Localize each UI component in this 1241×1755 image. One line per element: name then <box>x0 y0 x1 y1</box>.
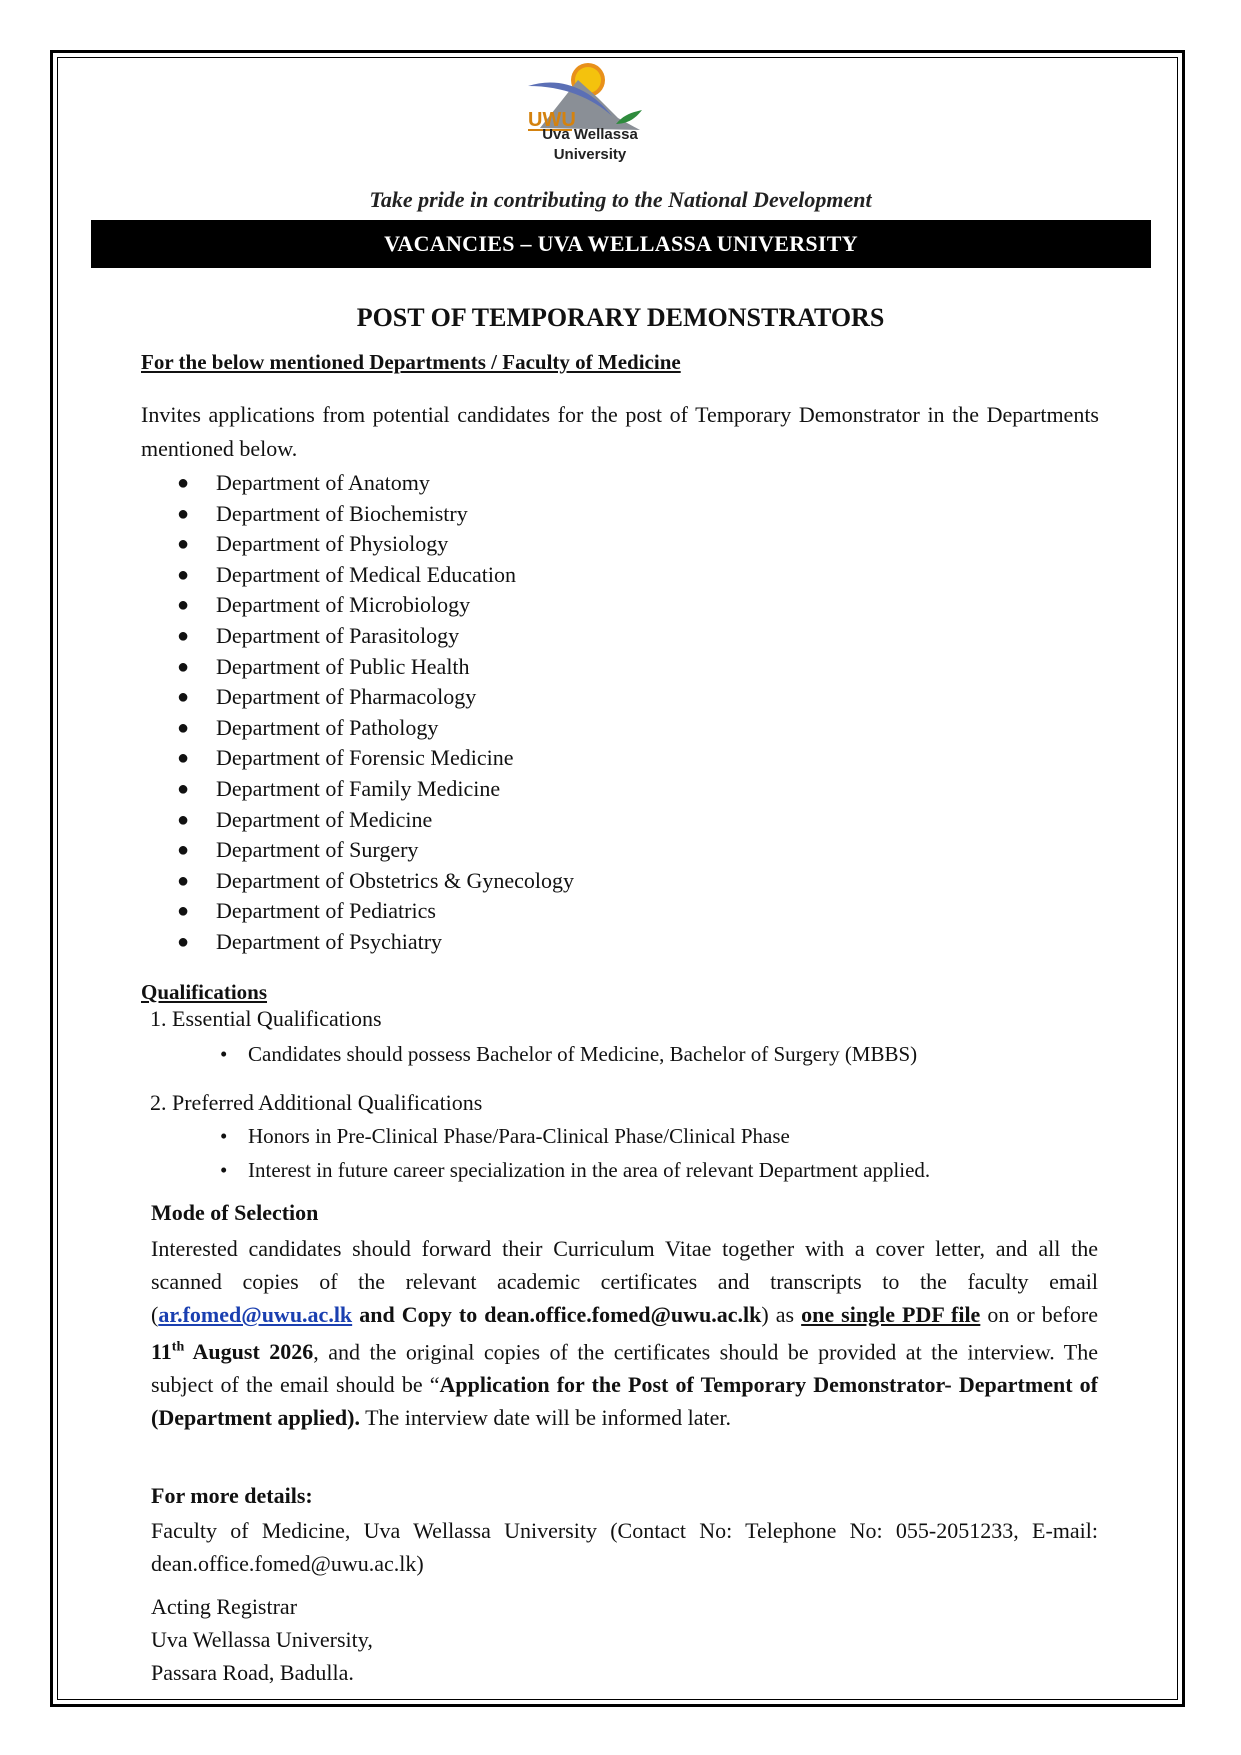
university-logo <box>520 58 660 183</box>
preferred-item: • Honors in Pre-Clinical Phase/Para-Clinical Phase/Clinical Phase <box>220 1124 790 1148</box>
bullet-icon: ● <box>177 808 190 831</box>
list-item: ● Department of Parasitology <box>177 621 574 652</box>
list-item: ● Department of Pediatrics <box>177 896 574 927</box>
preferred-qualifications-label: 2. Preferred Additional Qualifications <box>150 1090 483 1115</box>
logo-abbr: UWU <box>528 109 576 131</box>
list-item: ● Department of Public Health <box>177 652 574 683</box>
list-item: ● Department of Surgery <box>177 835 574 866</box>
more-details-text: Faculty of Medicine, Uva Wellassa University (Contact No: Telephone No: 055-2051233, E-mail: dean.office.fomed@uwu.ac.lk) <box>151 1518 1098 1576</box>
bullet-icon: • <box>220 1042 228 1066</box>
bullet-icon: ● <box>177 472 190 494</box>
signoff-institution: Uva Wellassa University, <box>151 1627 373 1652</box>
bullet-icon: ● <box>177 624 190 647</box>
email-subject: Application for the Post of Temporary Demonstrator- Department of (Department applied). <box>151 1372 1099 1431</box>
bullet-icon: ● <box>177 869 190 892</box>
bullet-icon: ● <box>177 502 190 525</box>
list-item: ● Department of Psychiatry <box>177 927 574 958</box>
signoff-address: Passara Road, Badulla. <box>151 1660 354 1685</box>
more-details-heading: For more details: <box>151 1483 313 1508</box>
bullet-icon: ● <box>177 900 190 923</box>
list-item: ● Department of Medical Education <box>177 560 574 591</box>
bullet-icon: ● <box>177 839 190 862</box>
bullet-icon: • <box>220 1158 228 1182</box>
list-item: ● Department of Obstetrics & Gynecology <box>177 866 574 897</box>
list-item: ● Department of Biochemistry <box>177 499 574 530</box>
list-item: ● Department of Anatomy <box>177 468 574 499</box>
bullet-icon: ● <box>177 930 190 953</box>
logo-name-line2: University <box>553 146 627 163</box>
bullet-icon: ● <box>177 533 190 556</box>
bullet-icon: ● <box>177 686 190 709</box>
faculty-email-link[interactable]: ar.fomed@uwu.ac.lk <box>158 1302 353 1327</box>
signoff-title: Acting Registrar <box>151 1594 298 1619</box>
list-item: ● Department of Family Medicine <box>177 774 574 805</box>
department-list <box>177 468 574 958</box>
bullet-icon: • <box>220 1124 228 1148</box>
bullet-icon: ● <box>177 777 190 800</box>
essential-item: • Candidates should possess Bachelor of Medicine, Bachelor of Surgery (MBBS) <box>220 1042 918 1066</box>
tagline: Take pride in contributing to the National Development <box>369 187 872 212</box>
list-item: ● Department of Forensic Medicine <box>177 743 574 774</box>
list-item: ● Department of Microbiology <box>177 590 574 621</box>
vacancies-banner: VACANCIES – UVA WELLASSA UNIVERSITY <box>91 220 1151 268</box>
intro-paragraph: Invites applications from potential candidates for the post of Temporary Demonstrator in the Departments mentioned below. <box>141 402 1099 461</box>
list-item: ● Department of Pathology <box>177 713 574 744</box>
bullet-icon: ● <box>177 716 190 739</box>
deadline-date: 11th August 2026 <box>151 1339 314 1365</box>
list-item: ● Department of Pharmacology <box>177 682 574 713</box>
mode-of-selection-text: Interested candidates should forward their Curriculum Vitae together with a cover letter, and all the scanned copies of the relevant academic certificates and transcripts to the faculty email (ar.fomed@uwu.ac.lk and Copy to dean.office.fomed@uwu.ac.lk) as one single PDF file on or before 11th August 2026, and the original copies of the certificates should be provided at the interview. The subject of the email should be “Application for the Post of Temporary Demonstrator- Department of (Department applied). The interview date will be informed later. <box>151 1236 1099 1431</box>
bullet-icon: ● <box>177 594 190 617</box>
pdf-note: one single PDF file <box>801 1302 981 1327</box>
post-title: POST OF TEMPORARY DEMONSTRATORS <box>356 303 885 332</box>
signoff-block <box>151 1590 373 1689</box>
logo-name-line1: Uva Wellassa <box>542 126 638 143</box>
list-item: ● Department of Physiology <box>177 529 574 560</box>
bullet-icon: ● <box>177 747 190 770</box>
list-item: ● Department of Medicine <box>177 805 574 836</box>
departments-subheading: For the below mentioned Departments / Faculty of Medicine <box>141 350 681 374</box>
preferred-item: • Interest in future career specialization in the area of relevant Department applied. <box>220 1158 931 1182</box>
bullet-icon: ● <box>177 655 190 678</box>
bullet-icon: ● <box>177 563 190 586</box>
essential-qualifications-label: 1. Essential Qualifications <box>150 1006 382 1031</box>
mode-of-selection-heading: Mode of Selection <box>151 1200 319 1225</box>
qualifications-heading: Qualifications <box>141 980 268 1004</box>
